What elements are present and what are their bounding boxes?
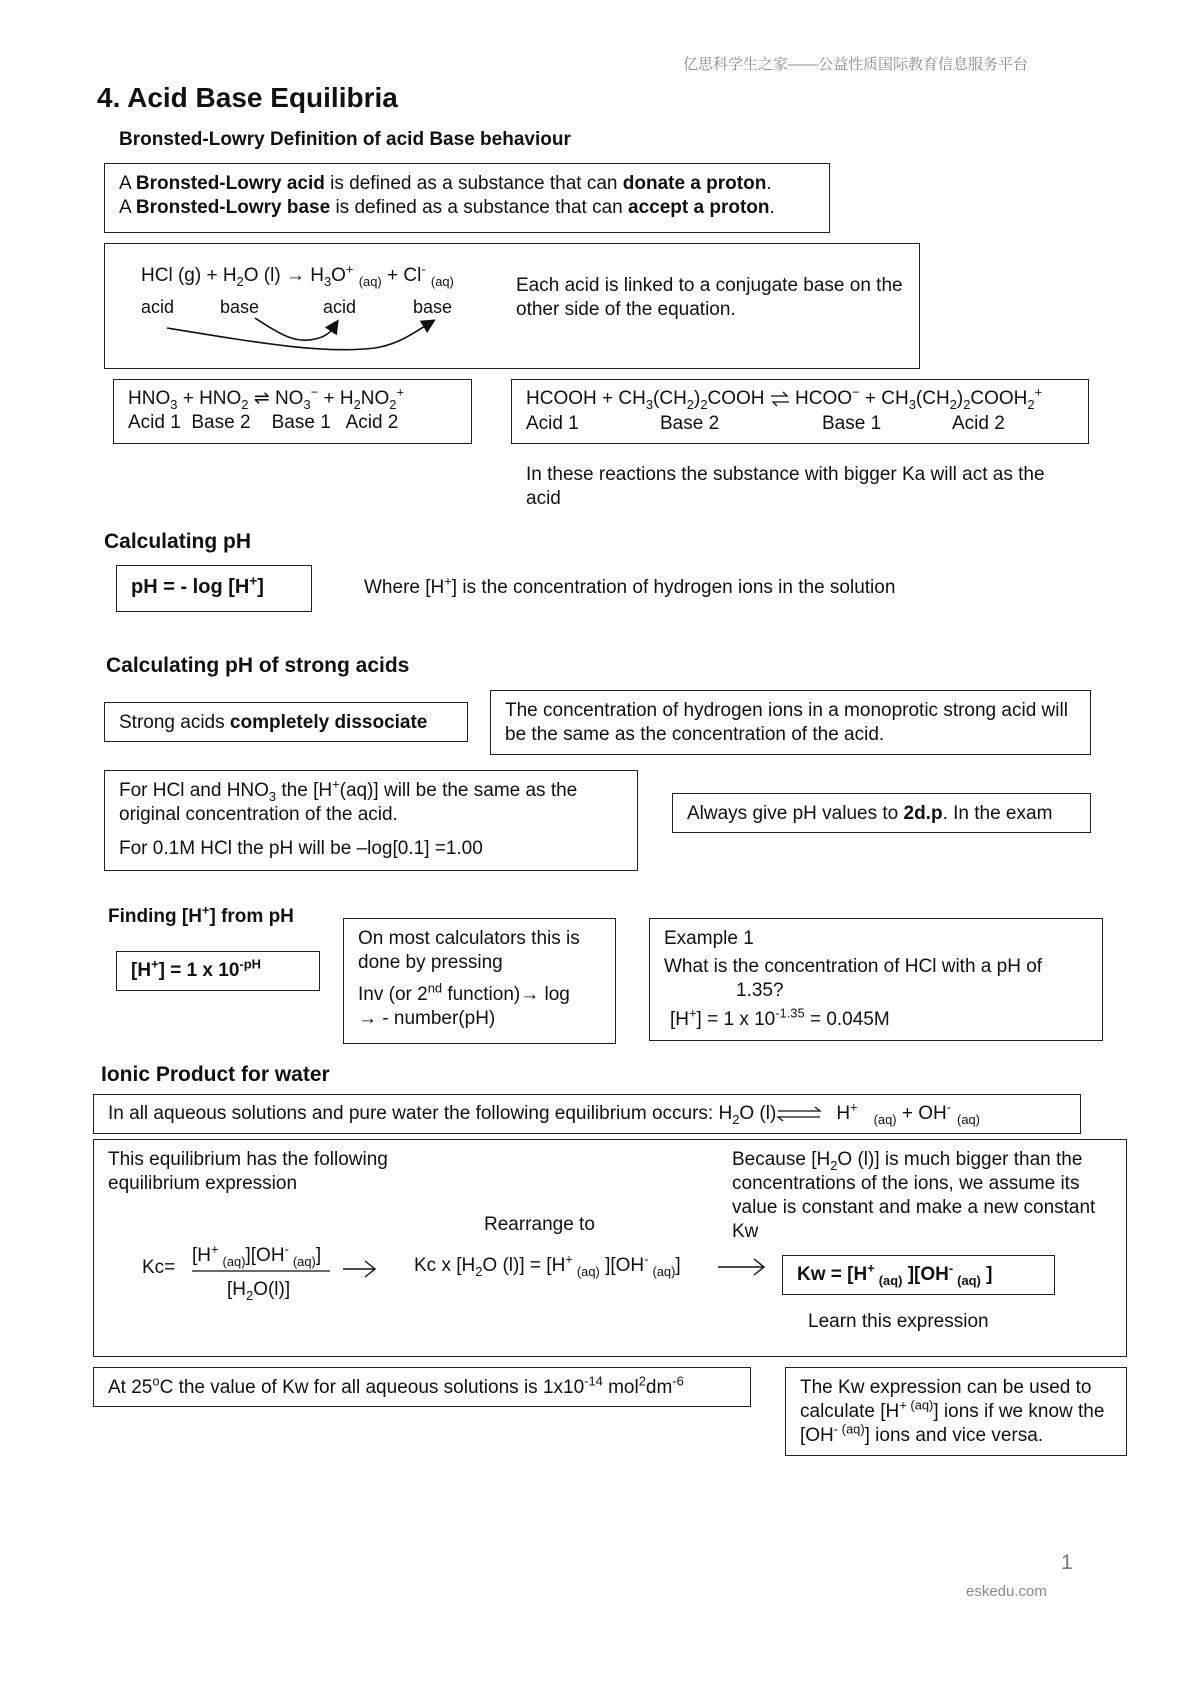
hcooh-label-acid-2: Acid 2 xyxy=(952,413,1005,434)
finding-heading: Finding [H+] from pH xyxy=(108,902,294,927)
calculator-step-1: Inv (or 2nd function)→ log xyxy=(358,980,570,1006)
water-equilibrium-box xyxy=(93,1094,1081,1134)
kw-expression: $Kw = [H^+_{(aq)}$ ][$OH^-_{(aq)}$ ] xyxy=(797,1260,993,1288)
example-answer: [H+] = 1 x $10^{-1.35} = 0.045M$ xyxy=(670,1006,890,1031)
kc-rearranged: Kc x [$H_2O$ $(l)] = [H^+_{(aq)}$ ]$[OH^-_{(aq)}]$ xyxy=(414,1251,681,1279)
monoprotic-box xyxy=(490,690,1091,755)
right-arrow-icon: → xyxy=(520,984,540,1006)
bl-definition-box xyxy=(104,163,830,233)
strong-heading: Calculating pH of strong acids xyxy=(106,654,410,677)
conjugate-note: Each acid is linked to a conjugate base on the other side of the equation. xyxy=(516,275,903,321)
learn-expression: Learn this expression xyxy=(808,1311,989,1332)
hcl-concentration-box xyxy=(104,770,638,871)
example-box xyxy=(649,918,1103,1041)
hno-labels: Acid 1 Base 2 Base 1 Acid 2 xyxy=(128,412,399,434)
calculator-step-2: → - number(pH) xyxy=(358,1008,496,1030)
hcooh-label-acid-1: Acid 1 xyxy=(526,413,579,434)
hcooh-equation: HCOOH + $CH_3(CH_2)_2COOH$ HCOO− + $CH_3(CH_2)_2COOH_2^+$ xyxy=(526,384,1043,412)
water-constant-note: Because [$H_2O$ (l)] is much bigger than the concentrations of the ions, we assume its value is constant and make a new constant Kw xyxy=(732,1149,1096,1243)
hcl-equation-box xyxy=(104,243,920,369)
ph-formula: pH = - log [H+] xyxy=(131,573,264,598)
kc-label: Kc= xyxy=(142,1257,176,1278)
ph-where: Where [H+] is the concentration of hydrogen ions in the solution xyxy=(364,573,896,598)
equilibrium-arrow-icon xyxy=(770,392,790,406)
kc-numerator: $[H^+_{(aq)}][OH^-_{(aq)}]$ xyxy=(192,1241,322,1269)
hcl-concentration-text: For HCl and $HNO_3$ the [H+(aq)] will be the same as the original concentration of the acid. xyxy=(119,776,578,826)
water-heading: Ionic Product for water xyxy=(101,1063,330,1086)
right-arrow-icon: → xyxy=(358,1008,377,1030)
hno-equation: $HNO_3 + HNO_2$ ⇌ $NO_3^- + H_2NO_2^+$ xyxy=(128,384,404,412)
bl-acid-definition: A Bronsted-Lowry acid is defined as a substance that can donate a proton. xyxy=(119,173,772,194)
h-from-ph-formula-box xyxy=(116,951,320,991)
example-title: Example 1 xyxy=(664,928,754,949)
hcooh-label-base-2: Base 2 xyxy=(660,413,720,434)
hcl-label-acid-2: acid xyxy=(323,297,357,317)
right-arrow-icon: → xyxy=(285,265,305,286)
rearrange-label: Rearrange to xyxy=(484,1214,595,1235)
kw-usage: The Kw expression can be used to calculate $[H^{+ (aq)}]$ ions if we know the $[OH^{- (aq)}]$ ions and vice versa. xyxy=(800,1377,1105,1447)
water-equilibrium: In all aqueous solutions and pure water the following equilibrium occurs: $H_2O$ (l) $H^+_{(aq)} + OH^-_{(aq)}$ xyxy=(108,1099,980,1127)
kw-value: At 25$^o$C the value of Kw for all aqueous solutions is $1x10^{-14}$ $mol^2dm^{-6}$ xyxy=(108,1373,684,1398)
hcooh-label-base-1: Base 1 xyxy=(822,413,882,434)
hcl-label-acid-1: acid xyxy=(141,297,175,317)
ph-formula-box xyxy=(116,565,312,612)
monoprotic-text: The concentration of hydrogen ions in a monoprotic strong acid will be the same as the concentration of the acid. xyxy=(505,700,1068,746)
water-expression-intro: This equilibrium has the following equilibrium expression xyxy=(108,1149,388,1195)
kw-expression-box xyxy=(782,1255,1055,1295)
calculator-box xyxy=(343,918,616,1044)
kc-denominator: $[H_2O(l)]$ xyxy=(227,1279,291,1303)
page-title: 4. Acid Base Equilibria xyxy=(97,82,398,113)
example-question: What is the concentration of HCl with a pH of 1.35? xyxy=(664,956,1043,1002)
water-expression-box xyxy=(93,1139,1127,1357)
footer-site: eskedu.com xyxy=(966,1583,1047,1600)
hcl-label-base-1: base xyxy=(220,297,260,317)
dissociate-box: Strong acids completely dissociate xyxy=(104,702,468,742)
kw-usage-box xyxy=(785,1367,1127,1456)
hcl-label-base-2: base xyxy=(413,297,453,317)
ph-heading: Calculating pH xyxy=(104,530,252,553)
hcl-equation: HCl $(g) + H_2O$ $(l) \to H_3O^+$ $_{(aq)}$ + Cl- $_{(aq)}$ xyxy=(141,261,454,289)
page-number: 1 xyxy=(1061,1551,1073,1574)
equilibrium-arrow-icon xyxy=(776,1107,822,1121)
hcl-ph-example: For 0.1M HCl the pH will be –log[0.1] =1.00 xyxy=(119,838,483,860)
bl-heading: Bronsted-Lowry Definition of acid Base behaviour xyxy=(119,129,571,150)
hcooh-equation-box xyxy=(511,379,1089,444)
header-watermark: 亿思科学生之家——公益性质国际教育信息服务平台 xyxy=(683,56,1029,73)
h-from-ph-formula: [H+] = 1 x $10^{-pH}$ xyxy=(131,956,261,981)
decimal-places-box: Always give pH values to 2d.p. In the exam xyxy=(672,793,1091,833)
ka-note: In these reactions the substance with bigger Ka will act as the acid xyxy=(526,464,1045,510)
calculator-intro: On most calculators this is done by pressing xyxy=(358,928,580,974)
bl-base-definition: A Bronsted-Lowry base is defined as a substance that can accept a proton. xyxy=(119,197,775,219)
kw-value-box xyxy=(93,1367,751,1407)
hno-equation-box xyxy=(113,379,472,444)
